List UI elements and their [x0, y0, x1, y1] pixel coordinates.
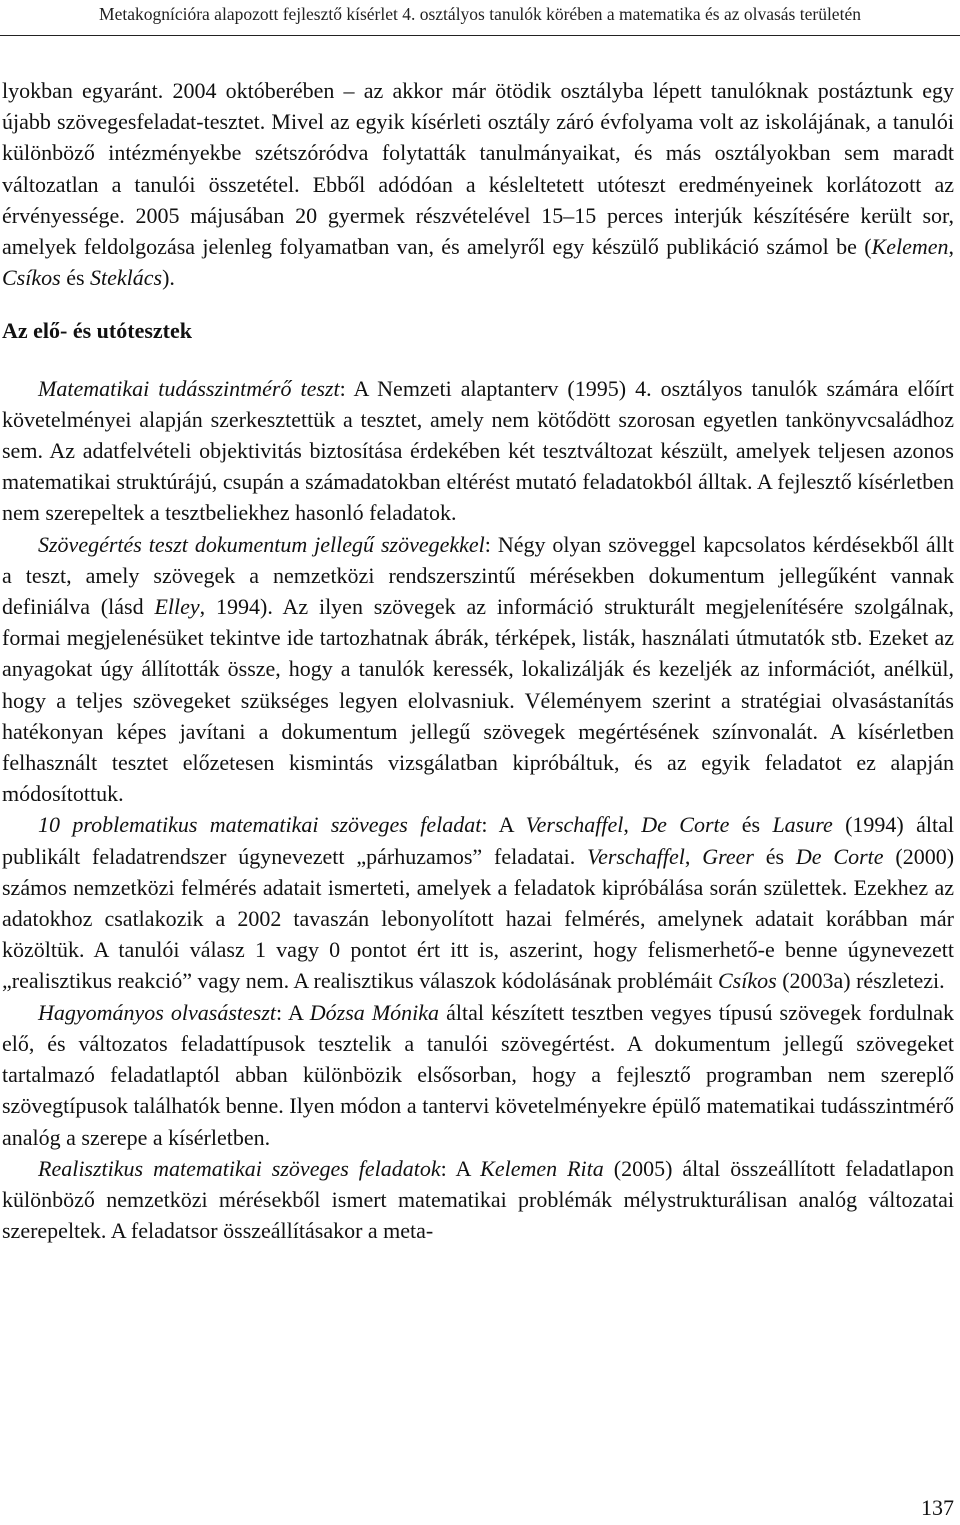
traditional-test-label: Hagyományos olvasásteszt [38, 999, 277, 1025]
math-test-text: : A Nemzeti alaptanterv (1995) 4. osztályos tanulók számára előírt követelményei alapján szerkesztettük a tesztet, amely nem kötődött szorosan egyetlen tankönyvcsaládhoz sem. Az adatfelvételi objektivitás biztosítása érdekében két tesztváltozat készült, amelyek teljesen azonos matematikai struktúrájú, csupán a számadatokban eltérést mutató feladatokból álltak. A fejlesztő kísérletben nem szerepeltek a tesztbeliekhez hasonló feladatok. [2, 375, 954, 526]
author-csikos: Csíkos [2, 265, 61, 291]
math-test-paragraph [2, 373, 954, 529]
reading-test-paragraph [2, 529, 954, 810]
problems-paragraph [2, 809, 954, 996]
section-heading: Az elő- és utótesztek [2, 318, 192, 344]
intro-text-4: ). [162, 265, 175, 291]
problems-text-3: és [729, 812, 773, 838]
author-verschaffel: Verschaffel [525, 812, 624, 838]
ref-elley: Elley [154, 594, 200, 620]
document-body [2, 75, 954, 1246]
problems-text-7: (2000) számos nemzetközi felmérés adatait ismerteti, amelyek a feladatok kipróbálása során születtek. Ezekhez az adatokhoz csatlakozik a 2002 tavaszán lebonyolított hazai felmérés, amelynek adatait korábban már közöltük. A tanulói válasz 1 vagy 0 pontot ért itt is, aszerint, hogy felismerhető-e benne úgynevezett „realisztikus reakció” vagy nem. A realisztikus válaszok kódolásának problémáit [2, 843, 955, 994]
problems-label: 10 problematikus matematikai szöveges feladat [38, 812, 482, 838]
running-header: Metakognícióra alapozott fejlesztő kísérlet 4. osztályos tanulók körében a matematika és az olvasás területén [99, 4, 861, 24]
intro-paragraph [2, 75, 954, 293]
traditional-text-2: által készített tesztben vegyes típusú szövegek fordulnak elő, és változatos feladattípusok tesztelik a tanulói szövegértést. A dokumentum jellegű szövegeket tartalmazó feladatlaptól abban különbözik elsősorban, hogy a fejlesztő programban nem szereplő szövegtípusok találhatók benne. Ilyen módon a tantervi követelményekre épülő matematikai tudásszintmérő analóg a szerepe a kísérletben. [2, 999, 954, 1150]
realistic-tasks-label: Realisztikus matematikai szöveges feladatok [38, 1155, 441, 1181]
author-kelemen-rita: Kelemen Rita [480, 1155, 604, 1181]
intro-text-1: lyokban egyaránt. 2004 októberében – az akkor már ötödik osztályba lépett tanulóknak postáztunk egy újabb szövegesfeladat-tesztet. Mivel az egyik kísérleti osztály záró évfolyama volt az iskolájának, a tanulói különböző intézményekbe szétszóródva folytatták tanulmányaikat, és más osztályokban sem maradt változatlan a tanulói összetétel. Ebből adódóan a késleltetett utóteszt eredményeinek korlátozott az érvényessége. 2005 májusában 20 gyermek részvételével 15–15 perces interjúk készítésére került sor, amelyek feldolgozása jelenleg folyamatban van, és amelyről egy készülő publikáció számol be ( [2, 78, 954, 260]
problems-text-4: (1994) által publikált feladatrendszer úgynevezett „párhuzamos” feladatai. [2, 812, 954, 869]
realistic-tasks-paragraph [2, 1153, 954, 1247]
intro-text-3: és [60, 265, 91, 291]
problems-text-5: , [684, 843, 703, 869]
author-kelemen: Kelemen [871, 234, 949, 260]
author-csikos-2: Csíkos [718, 968, 777, 994]
problems-text-6: és [753, 843, 796, 869]
page-number: 137 [921, 1495, 954, 1520]
traditional-text-1: : A [276, 999, 310, 1025]
problems-text-8: (2003a) részletezi. [776, 968, 945, 994]
reading-test-text-1: : Négy olyan szöveggel kapcsolatos kérdésekből állt a teszt, amely szövegek a nemzetközi rendszerszintű mérésekben dokumentum jellegűként vannak definiálva (lásd [2, 531, 954, 620]
author-de-corte-2: De Corte [795, 843, 884, 869]
header-rule [0, 35, 960, 36]
realistic-text-1: : A [440, 1155, 481, 1181]
author-de-corte: De Corte [641, 812, 730, 838]
traditional-test-paragraph [2, 997, 954, 1153]
author-greer: Greer [702, 843, 754, 869]
reading-test-label: Szövegértés teszt dokumentum jellegű szövegekkel [38, 531, 485, 557]
problems-text-2: , [623, 812, 642, 838]
math-test-label: Matematikai tudásszintmérő teszt [38, 375, 340, 401]
author-dozsa: Dózsa Mónika [309, 999, 440, 1025]
problems-text-1: : A [481, 812, 526, 838]
author-lasure: Lasure [772, 812, 833, 838]
author-steklacs: Steklács [90, 265, 163, 291]
reading-test-text-2: , 1994). Az ilyen szövegek az információ strukturált megjelenítésére szolgálnak, formai megjelenésüket tekintve ide tartozhatnak ábrák, térképek, listák, használati útmutatók stb. Ezeket az anyagokat úgy állították össze, hogy a tanulók keressék, lokalizálják és kezeljék az információt, anélkül, hogy a teljes szövegeket szükséges legyen elolvasniuk. Véleményem szerint a stratégiai olvasástanítás hatékonyan képes javítani a dokumentum jellegű szövegek megértésének színvonalát. A kísérletben felhasznált tesztet előzetesen kismintás vizsgálatban kipróbáltuk, és az egyik feladatot ez alapján módosítottuk. [2, 594, 955, 807]
author-verschaffel-2: Verschaffel [587, 843, 685, 869]
intro-text-2: , [948, 234, 954, 260]
realistic-text-2: (2005) által összeállított feladatlapon különböző nemzetközi mérésekből ismert matematikai problémák mélystrukturálisan analóg változatai szerepeltek. A feladatsor összeállításakor a meta- [2, 1155, 954, 1244]
